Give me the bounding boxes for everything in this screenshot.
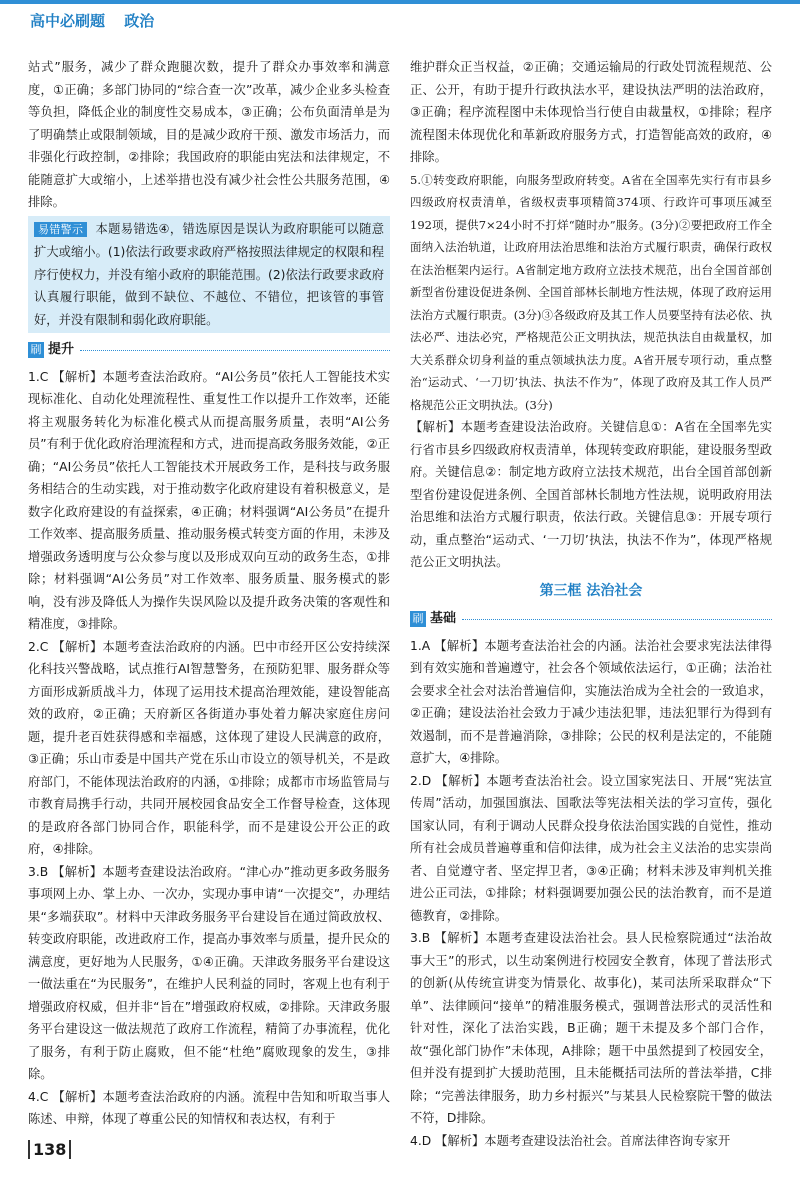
dotted-divider xyxy=(80,349,390,351)
basic-answer-1: 1.A 【解析】本题考查法治社会的内涵。法治社会要求宪法法律得到有效实施和普遍遵守，社会各个领域依法运行，①正确；法治社会要求全社会对法治普遍信仰，实施法治成为全社会的一致追求，②正确；建设法治社会致力于减少违法犯罪，违法犯罪行为得到有效遏制，而不是普遍消除，③排除；公民的权利是法定的，不能随意扩大，④排除。 xyxy=(410,638,772,765)
basic-answer-2: 2.D 【解析】本题考查法治社会。设立国家宪法日、开展“宪法宣传周”活动，加强国旗法、国歌法等宪法相关法的学习宣传，强化国家认同，有利于调动人民群众投身依法治国实践的自觉性，推动所有社会成员普遍尊重和信仰法律，成为社会主义法治的忠实崇尚者、自觉遵守者、坚定捍卫者，③④正确；材料未涉及审判机关推进公正司法，①排除；材料强调要加强公民的法治教育，而不是道德教育，②排除。 xyxy=(410,773,772,923)
left-column xyxy=(28,56,390,1131)
answer-1: 1.C 【解析】本题考查法治政府。“AI公务员”依托人工智能技术实现标准化、自动化处理流程性、重复性工作以提升工作效率，还能将主观服务转化为标准化模式从而提高服务质量，表明“AI公务员”有利于优化政府治理流程和方式，进而提高政务服务效能，②正确；“AI公务员”依托人工智能技术开展政务工作，是科技与政务服务相结合的生动实践，对于推动数字化政府建设有着积极意义，是数字化政府建设的有益探索，④正确；材料强调“AI公务员”在提升工作效率、提高服务质量、推动服务模式转变方面的作用，未涉及增强政务透明度与公众参与度以及形成双向互动的政务生态，①排除；材料强调“AI公务员”对工作效率、服务质量、服务模式的影响，没有涉及降低人为操作失误风险以及提升政务决策的客观性和精准度，③排除。 xyxy=(28,369,390,631)
brush-icon: 刷 xyxy=(28,342,44,358)
right-paragraph-1: 维护群众正当权益，②正确；交通运输局的行政处罚流程规范、公正、公开，有助于提升行政执法水平，建设执法严明的法治政府，③正确；程序流程图中未体现恰当行使自由裁量权，①排除；程序流程图未体现优化和革新政府服务方式，打造智能高效的政府，④排除。 xyxy=(410,60,772,164)
page-header xyxy=(30,10,168,31)
answer-4: 4.C 【解析】本题考查法治政府的内涵。流程中告知和听取当事人陈述、申辩，体现了尊重公民的知情权和表达权，有利于 xyxy=(28,1089,390,1126)
answer-3: 3.B 【解析】本题考查建设法治政府。“津心办”推动更多政务服务事项网上办、掌上办、一次办，实现办事申请“一次提交”，办理结果“多端获取”。材料中天津政务服务平台建设旨在通过简政放权、转变政府职能，改进政府工作，提高办事效率与质量，提升民众的满意度，更好地为人民服务，①④正确。天津政务服务平台建设这一做法重在“为民服务”，在维护人民利益的同时，客观上也有利于增强政府权威，但并非“旨在”增强政府权威，②排除。天津政务服务平台建设这一做法规范了政府工作流程，精简了办事流程，优化了服务，有利于防止腐败，但不能“杜绝”腐败现象的发生，③排除。 xyxy=(28,864,390,1081)
top-accent-bar xyxy=(0,0,800,4)
right-column xyxy=(410,56,772,1152)
error-tip-box xyxy=(28,216,390,334)
section-header-tisheng xyxy=(28,339,390,362)
page-number: 138 xyxy=(28,1140,71,1159)
section-title: 提升 xyxy=(48,342,75,357)
brush-icon: 刷 xyxy=(410,611,426,627)
basic-answer-4: 4.D 【解析】本题考查建设法治社会。首席法律咨询专家开 xyxy=(410,1133,731,1148)
left-paragraph-1: 站式”服务，减少了群众跑腿次数，提升了群众办事效率和满意度，①正确；多部门协同的“综合查一次”改革，减少企业多头检查等负担，降低企业的制度性交易成本，③正确；公布负面清单是为了明确禁止或限制领域，目的是减少政府干预、激发市场活力，而非强化行政控制，②排除；我国政府的职能由宪法和法律规定，不能随意扩大或缩小，上述举措也没有减少社会性公共服务范围，④排除。 xyxy=(28,60,390,209)
basic-answer-3: 3.B 【解析】本题考查建设法治社会。县人民检察院通过“法治故事大王”的形式，以生动案例进行校园安全教育，体现了普法形式的创新(从传统宣讲变为情景化、故事化)，某司法所采取群众“下单”、法律顾问“接单”的精准服务模式，强调普法形式的灵活性和针对性，深化了法治实践，B正确；题干未提及多个部门合作，故“强化部门协作”未体现，A排除；题干中虽然提到了校园安全，但并没有提到扩大援助范围，且未能概括司法所的普法举措，C排除；“完善法律服务，助力乡村振兴”与某县人民检察院干警的做法不符，D排除。 xyxy=(410,931,772,1125)
error-tip-text: 本题易错选④，错选原因是误认为政府职能可以随意扩大或缩小。(1)依法行政要求政府严格按照法律规定的权限和程序行使权力，并没有缩小政府的职能范围。(2)依法行政要求政府认真履行职能，做到不缺位、不越位、不错位，把该管的事管好，并没有限制和弱化政府职能。 xyxy=(34,221,384,327)
subject-title: 政治 xyxy=(124,12,155,30)
error-tip-tag: 易错警示 xyxy=(34,222,87,237)
section-header-jichu xyxy=(410,608,772,631)
dotted-divider xyxy=(462,618,772,620)
answer-2: 2.C 【解析】本题考查法治政府的内涵。巴中市经开区公安持续深化科技兴警战略，试点推行AI智慧警务，在预防犯罪、服务群众等方面形成新质战斗力，体现了运用技术提高治理效能，建设智能高效的政府，②正确；天府新区各街道办事处着力解决家庭住房问题，提升老百姓获得感和幸福感，这体现了建设人民满意的政府，③正确；乐山市委是中国共产党在乐山市设立的领导机关，不是政府部门，不能体现法治政府的内涵，①排除；成都市市场监管局与市教育局携手行动，共同开展校园食品安全工作督导检查，这体现的是政府各部门协同合作，职能科学，而不是建设公开公正的政府，④排除。 xyxy=(28,639,390,856)
frame-title: 第三框 法治社会 xyxy=(539,582,643,599)
book-title: 高中必刷题 xyxy=(30,12,106,30)
answer-5: 5.①转变政府职能，向服务型政府转变。A省在全国率先实行有市县乡四级政府权责清单，省级权责事项精简374项、行政许可事项压减至192项，提供7×24小时不打烊“随时办”服务。(3分)②要把政府工作全面纳入法治轨道，让政府用法治思维和法治方式履行职责，确保行政权在法治框架内运行。A省制定地方政府立法技术规范，出台全国首部创新型省份建设促进条例、全国首部林长制地方性法规，体现了政府运用法治方式履行职责。(3分)③各级政府及其工作人员要坚持有法必依、执法必严、违法必究，严格规范公正文明执法，规范执法自由裁量权，加大关系群众切身利益的重点领域执法力度。A省开展专项行动，重点整治“运动式、‘一刀切’执法、执法不作为”，体现了政府及其工作人员严格规范公正文明执法。(3分) xyxy=(410,172,772,412)
answer-5-analysis: 【解析】本题考查建设法治政府。关键信息①：A省在全国率先实行省市县乡四级政府权责清单，体现转变政府职能，建设服务型政府。关键信息②：制定地方政府立法技术规范，出台全国首部创新型省份建设促进条例、全国首部林长制地方性法规，说明政府用法治思维和法治方式履行职责，依法行政。关键信息③：开展专项行动，重点整治“运动式、‘一刀切’执法，执法不作为”，体现严格规范公正文明执法。 xyxy=(410,420,772,569)
section-title: 基础 xyxy=(430,611,457,626)
